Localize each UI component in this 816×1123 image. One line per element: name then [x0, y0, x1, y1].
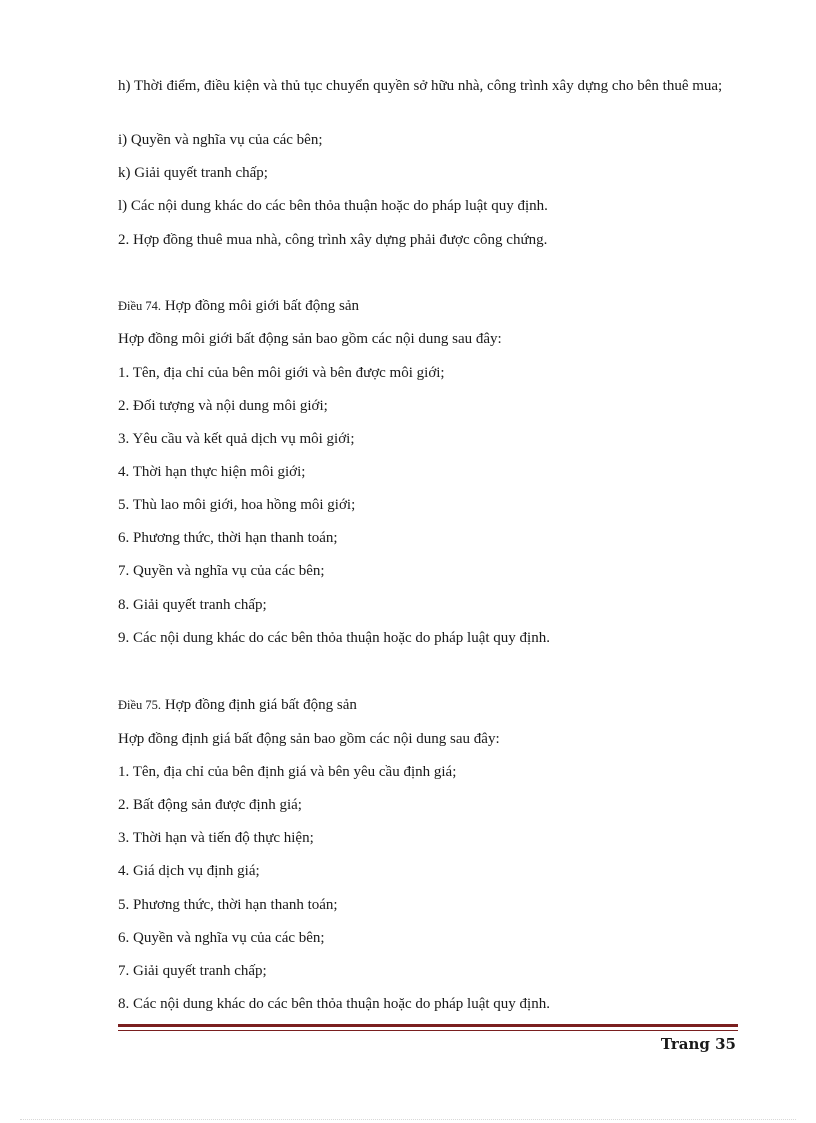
article-75-title: Hợp đồng định giá bất động sản — [164, 697, 357, 713]
article-74-number: Điều 74. — [118, 299, 162, 313]
article-75-item: 5. Phương thức, thời hạn thanh toán; — [118, 897, 338, 913]
article-74-intro: Hợp đồng môi giới bất động sản bao gồm các nội dung sau đây: — [118, 331, 502, 347]
article-75-item: 7. Giải quyết tranh chấp; — [118, 963, 267, 979]
footer-rule-thin — [118, 1030, 738, 1031]
list-item-k: k) Giải quyết tranh chấp; — [118, 165, 268, 181]
clause-2: 2. Hợp đồng thuê mua nhà, công trình xây dựng phải được công chứng. — [118, 232, 548, 248]
article-74-title: Hợp đồng môi giới bất động sản — [164, 298, 359, 314]
article-74-item: 8. Giải quyết tranh chấp; — [118, 597, 267, 613]
list-item-h: h) Thời điểm, điều kiện và thủ tục chuyển quyền sở hữu nhà, công trình xây dựng cho bên thuê mua; — [118, 78, 723, 94]
list-item-i: i) Quyền và nghĩa vụ của các bên; — [118, 132, 323, 148]
page-number: Trang 35 — [660, 1035, 736, 1053]
article-75-item: 3. Thời hạn và tiến độ thực hiện; — [118, 830, 314, 846]
article-74-item: 5. Thù lao môi giới, hoa hồng môi giới; — [118, 497, 356, 513]
footer-rule-thick — [118, 1024, 738, 1027]
page-boundary-divider — [20, 1119, 796, 1120]
article-75-number: Điều 75. — [118, 698, 162, 712]
article-74-item: 6. Phương thức, thời hạn thanh toán; — [118, 530, 338, 546]
article-75-item: 2. Bất động sản được định giá; — [118, 797, 302, 813]
article-74-item: 3. Yêu cầu và kết quả dịch vụ môi giới; — [118, 431, 355, 447]
article-75-intro: Hợp đồng định giá bất động sản bao gồm các nội dung sau đây: — [118, 731, 500, 747]
article-74-item: 9. Các nội dung khác do các bên thỏa thuận hoặc do pháp luật quy định. — [118, 630, 550, 646]
article-74-item: 1. Tên, địa chỉ của bên môi giới và bên được môi giới; — [118, 365, 445, 381]
article-75-item: 8. Các nội dung khác do các bên thỏa thuận hoặc do pháp luật quy định. — [118, 996, 550, 1012]
article-74-heading — [118, 297, 738, 316]
article-75-item: 4. Giá dịch vụ định giá; — [118, 863, 260, 879]
article-74-item: 7. Quyền và nghĩa vụ của các bên; — [118, 563, 325, 579]
article-74-item: 4. Thời hạn thực hiện môi giới; — [118, 464, 306, 480]
article-75-item: 6. Quyền và nghĩa vụ của các bên; — [118, 930, 325, 946]
article-75-item: 1. Tên, địa chỉ của bên định giá và bên yêu cầu định giá; — [118, 764, 457, 780]
list-item-l: l) Các nội dung khác do các bên thỏa thuận hoặc do pháp luật quy định. — [118, 198, 548, 214]
article-74-item: 2. Đối tượng và nội dung môi giới; — [118, 398, 328, 414]
article-75-heading — [118, 696, 738, 715]
